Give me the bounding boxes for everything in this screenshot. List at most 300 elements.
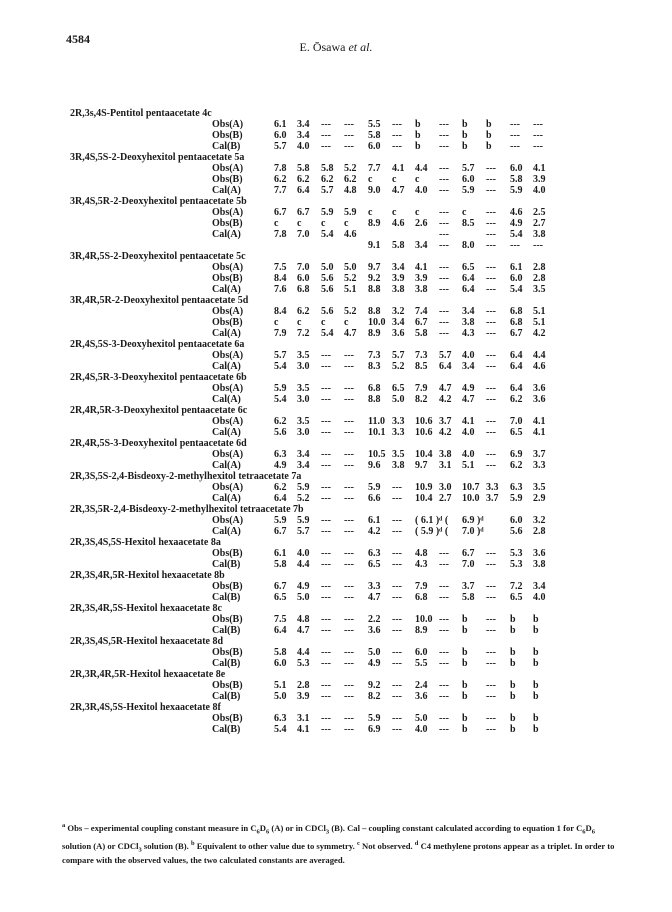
table-cell: 6.2 [321, 174, 334, 185]
table-row [70, 713, 640, 724]
table-cell: 6.7 [415, 317, 428, 328]
table-cell: --- [392, 625, 402, 636]
table-cell: 4.0 [533, 185, 546, 196]
table-cell: --- [392, 647, 402, 658]
table-cell: 4.1 [297, 724, 310, 735]
table-cell: --- [486, 647, 496, 658]
table-cell: 5.6 [321, 306, 334, 317]
compound-name: 3R,4S,5S-2-Deoxyhexitol pentaacetate 5a [70, 152, 245, 163]
table-cell: 3.4 [297, 460, 310, 471]
table-cell: 3.8 [439, 449, 452, 460]
row-label: Obs(A) [212, 515, 244, 526]
table-cell: 2.8 [533, 526, 546, 537]
table-cell: b [510, 680, 516, 691]
table-cell: 6.5 [462, 262, 475, 273]
table-cell: --- [344, 394, 354, 405]
table-row [70, 724, 640, 735]
table-cell: --- [321, 460, 331, 471]
table-cell: 6.2 [510, 460, 523, 471]
table-cell: 5.0 [297, 592, 310, 603]
table-cell: 10.5 [368, 449, 386, 460]
table-cell: 5.4 [510, 229, 523, 240]
table-cell: 5.8 [368, 130, 381, 141]
table-cell: 5.0 [392, 394, 405, 405]
table-cell: --- [344, 482, 354, 493]
table-cell: 7.9 [415, 581, 428, 592]
table-cell: b [462, 625, 468, 636]
table-cell: --- [439, 306, 449, 317]
table-cell: --- [439, 581, 449, 592]
table-cell: --- [344, 658, 354, 669]
row-label: Obs(A) [212, 119, 244, 130]
table-row [70, 218, 640, 229]
table-cell: 5.4 [510, 284, 523, 295]
table-cell: 6.2 [274, 416, 287, 427]
table-cell: b [462, 614, 468, 625]
table-cell: b [533, 647, 539, 658]
table-cell: 4.9 [510, 218, 523, 229]
table-row [70, 482, 640, 493]
table-cell: --- [392, 713, 402, 724]
table-cell: --- [486, 174, 496, 185]
table-row [70, 548, 640, 559]
table-cell: b [533, 691, 539, 702]
table-cell: 4.9 [297, 581, 310, 592]
table-cell: 5.3 [510, 559, 523, 570]
table-cell: 6.7 [274, 207, 287, 218]
table-cell: --- [486, 163, 496, 174]
table-cell: 4.8 [297, 614, 310, 625]
table-cell: 6.8 [415, 592, 428, 603]
compound-name: 2R,3S,5R-2,4-Bisdeoxy-2-methylhexitol tetraacetate 7b [70, 504, 304, 515]
table-cell: 5.9 [462, 185, 475, 196]
row-label: Obs(A) [212, 207, 244, 218]
row-label: Obs(B) [212, 174, 243, 185]
table-cell: b [462, 130, 468, 141]
table-cell: 5.1 [274, 680, 287, 691]
table-cell: 3.1 [297, 713, 310, 724]
table-cell: --- [439, 273, 449, 284]
table-cell: 4.0 [462, 427, 475, 438]
table-cell: --- [344, 350, 354, 361]
table-row [70, 284, 640, 295]
table-row [70, 273, 640, 284]
table-cell: 6.2 [297, 174, 310, 185]
table-row [70, 361, 640, 372]
table-cell: --- [533, 240, 543, 251]
table-cell: --- [486, 449, 496, 460]
table-cell: b [462, 691, 468, 702]
footnote-a-sub: 6 [582, 828, 586, 836]
table-cell: 3.9 [415, 273, 428, 284]
table-cell: 5.3 [510, 548, 523, 559]
table-cell: ( 6.1 )ᵈ ( [415, 515, 449, 526]
table-cell: 3.9 [533, 174, 546, 185]
table-row [70, 625, 640, 636]
table-cell: b [462, 680, 468, 691]
table-cell: 4.3 [462, 328, 475, 339]
table-cell: 5.7 [297, 526, 310, 537]
table-cell: 3.6 [533, 394, 546, 405]
table-cell: --- [486, 328, 496, 339]
row-label: Obs(A) [212, 163, 244, 174]
table-cell: 8.4 [274, 306, 287, 317]
compound-name: 2R,3S,4S,5R-Hexitol hexaacetate 8d [70, 636, 224, 647]
table-cell: 6.0 [510, 273, 523, 284]
table-cell: --- [392, 680, 402, 691]
table-cell: --- [486, 680, 496, 691]
row-label: Obs(A) [212, 416, 244, 427]
table-cell: 3.2 [392, 306, 405, 317]
table-cell: --- [486, 240, 496, 251]
table-cell: --- [344, 581, 354, 592]
table-cell: 3.3 [533, 460, 546, 471]
table-cell: --- [439, 207, 449, 218]
table-cell: 3.3 [392, 427, 405, 438]
table-cell: 6.9 [510, 449, 523, 460]
table-cell: --- [344, 614, 354, 625]
table-cell: --- [439, 647, 449, 658]
table-cell: b [533, 713, 539, 724]
page-number: 4584 [66, 32, 90, 46]
table-cell: 3.7 [486, 493, 499, 504]
table-cell: c [321, 317, 326, 328]
table-cell: b [462, 713, 468, 724]
table-cell: 5.0 [344, 262, 357, 273]
table-cell: b [462, 724, 468, 735]
table-cell: b [510, 658, 516, 669]
table-row [70, 581, 640, 592]
table-cell: --- [392, 592, 402, 603]
table-cell: --- [344, 427, 354, 438]
compound-name: 2R,3S,4R,5R-Hexitol hexaacetate 8b [70, 570, 225, 581]
row-label: Obs(B) [212, 647, 243, 658]
table-cell: 7.0 [297, 229, 310, 240]
table-cell: 4.6 [344, 229, 357, 240]
table-cell: 6.0 [297, 273, 310, 284]
table-cell: 5.0 [415, 713, 428, 724]
table-cell: 4.2 [533, 328, 546, 339]
table-cell: 5.1 [462, 460, 475, 471]
footnote-c-text: Not observed. [359, 840, 413, 851]
table-cell: 4.0 [462, 350, 475, 361]
table-cell: 5.5 [368, 119, 381, 130]
table-cell: --- [344, 526, 354, 537]
compound-name: 2R,4S,5S-3-Deoxyhexitol pentaacetate 6a [70, 339, 245, 350]
table-cell: 6.3 [274, 713, 287, 724]
table-cell: 6.7 [274, 581, 287, 592]
table-row [70, 174, 640, 185]
table-cell: 5.7 [462, 163, 475, 174]
table-cell: 7.4 [415, 306, 428, 317]
table-cell: 5.5 [415, 658, 428, 669]
table-cell: 4.0 [297, 141, 310, 152]
table-row [70, 207, 640, 218]
table-cell: --- [486, 185, 496, 196]
table-cell: 6.7 [462, 548, 475, 559]
table-cell: 6.5 [510, 427, 523, 438]
table-cell: --- [392, 691, 402, 702]
table-cell: --- [486, 416, 496, 427]
table-cell: --- [321, 713, 331, 724]
table-cell: --- [344, 493, 354, 504]
table-row [70, 658, 640, 669]
table-cell: 4.8 [415, 548, 428, 559]
table-cell: 5.8 [297, 163, 310, 174]
table-row [70, 614, 640, 625]
table-cell: --- [392, 515, 402, 526]
table-cell: 7.0 [297, 262, 310, 273]
compound-name: 3R,4S,5R-2-Deoxyhexitol pentaacetate 5b [70, 196, 247, 207]
table-cell: --- [439, 119, 449, 130]
table-cell: 8.5 [462, 218, 475, 229]
table-cell: 4.9 [368, 658, 381, 669]
table-cell: 10.4 [415, 493, 433, 504]
row-label: Obs(A) [212, 449, 244, 460]
table-cell: 4.0 [415, 724, 428, 735]
table-cell: 9.1 [368, 240, 381, 251]
table-cell: --- [321, 130, 331, 141]
table-cell: --- [321, 493, 331, 504]
table-row [70, 130, 640, 141]
table-cell: 4.8 [344, 185, 357, 196]
table-cell: 4.9 [462, 383, 475, 394]
table-cell: 10.6 [415, 427, 433, 438]
table-cell: 2.2 [368, 614, 381, 625]
table-cell: 9.2 [368, 273, 381, 284]
table-cell: 2.8 [297, 680, 310, 691]
footnote-a-sub: 6 [256, 828, 260, 836]
table-cell: --- [439, 713, 449, 724]
table-cell: 6.4 [510, 361, 523, 372]
table-cell: 7.7 [368, 163, 381, 174]
table-cell: 6.4 [439, 361, 452, 372]
footnote-a-text-3: (B). Cal – coupling constant calculated according to equation 1 for C [329, 822, 583, 833]
table-cell: --- [486, 427, 496, 438]
table-cell: 6.1 [368, 515, 381, 526]
table-cell: --- [486, 581, 496, 592]
table-cell: --- [321, 383, 331, 394]
table-cell: 7.9 [415, 383, 428, 394]
coupling-constant-table [70, 108, 640, 735]
table-cell: 6.5 [274, 592, 287, 603]
running-head-etal: et al. [345, 40, 373, 54]
table-cell: 5.9 [510, 185, 523, 196]
table-cell: 4.9 [274, 460, 287, 471]
table-cell: 6.1 [274, 548, 287, 559]
table-cell: --- [344, 647, 354, 658]
row-label: Obs(A) [212, 482, 244, 493]
table-cell: --- [321, 394, 331, 405]
row-label: Cal(B) [212, 724, 241, 735]
table-cell: --- [439, 328, 449, 339]
row-label: Cal(B) [212, 658, 241, 669]
table-cell: 6.4 [510, 350, 523, 361]
table-cell: 4.3 [415, 559, 428, 570]
table-cell: 3.6 [392, 328, 405, 339]
table-cell: 5.9 [274, 515, 287, 526]
table-cell: 6.1 [274, 119, 287, 130]
table-cell: 6.9 )ᵈ [462, 515, 484, 526]
table-row [70, 185, 640, 196]
row-label: Cal(A) [212, 526, 241, 537]
table-cell: b [462, 647, 468, 658]
table-cell: --- [392, 559, 402, 570]
table-cell: c [274, 218, 279, 229]
table-cell: 3.4 [462, 306, 475, 317]
table-cell: 6.8 [510, 317, 523, 328]
table-cell: 3.5 [533, 482, 546, 493]
table-cell: 5.7 [274, 141, 287, 152]
table-cell: 7.3 [368, 350, 381, 361]
footnote-b-mark: b [190, 839, 195, 847]
table-cell: --- [510, 119, 520, 130]
table-row [70, 350, 640, 361]
row-label: Cal(B) [212, 559, 241, 570]
table-cell: 7.3 [415, 350, 428, 361]
table-cell: --- [486, 614, 496, 625]
row-label: Obs(B) [212, 130, 243, 141]
table-cell: 3.0 [297, 361, 310, 372]
table-cell: --- [486, 218, 496, 229]
row-label: Cal(A) [212, 394, 241, 405]
table-row [70, 383, 640, 394]
table-cell: 5.7 [321, 185, 334, 196]
footnote-a-text-4: solution (A) or CDCl [62, 840, 139, 851]
table-cell: --- [439, 141, 449, 152]
table-cell: 6.0 [415, 647, 428, 658]
table-cell: 7.0 [510, 416, 523, 427]
table-cell: 5.6 [321, 284, 334, 295]
table-cell: b [462, 119, 468, 130]
table-cell: 9.7 [368, 262, 381, 273]
table-cell: b [486, 119, 492, 130]
table-cell: 6.4 [462, 284, 475, 295]
table-cell: c [274, 317, 279, 328]
table-cell: 4.7 [462, 394, 475, 405]
table-cell: --- [486, 592, 496, 603]
compound-name: 2R,3S,4R,5S-Hexitol hexaacetate 8c [70, 603, 222, 614]
table-cell: c [415, 207, 420, 218]
table-cell: 5.7 [392, 350, 405, 361]
table-row [70, 515, 640, 526]
table-cell: 10.6 [415, 416, 433, 427]
table-cell: 4.4 [533, 350, 546, 361]
table-cell: --- [344, 515, 354, 526]
table-row [70, 647, 640, 658]
table-cell: 3.6 [368, 625, 381, 636]
table-cell: --- [486, 284, 496, 295]
table-cell: --- [439, 548, 449, 559]
footnote-a-sub: 6 [591, 828, 596, 836]
table-cell: 6.3 [274, 449, 287, 460]
table-cell: --- [321, 449, 331, 460]
table-cell: 3.8 [392, 284, 405, 295]
table-cell: 3.2 [533, 515, 546, 526]
table-cell: 9.7 [415, 460, 428, 471]
table-cell: c [297, 218, 302, 229]
table-cell: 6.5 [392, 383, 405, 394]
table-cell: --- [439, 680, 449, 691]
table-cell: 6.4 [274, 493, 287, 504]
table-cell: --- [439, 262, 449, 273]
table-cell: b [510, 724, 516, 735]
compound-name: 2R,3R,4S,5S-Hexitol hexaacetate 8f [70, 702, 221, 713]
table-cell: 6.2 [297, 306, 310, 317]
table-row [70, 691, 640, 702]
table-row [70, 526, 640, 537]
table-cell: c [368, 174, 373, 185]
table-cell: --- [392, 724, 402, 735]
table-cell: 6.8 [510, 306, 523, 317]
table-cell: --- [486, 548, 496, 559]
table-cell: 6.4 [510, 383, 523, 394]
table-cell: 4.4 [415, 163, 428, 174]
table-cell: b [415, 141, 421, 152]
table-cell: 6.1 [510, 262, 523, 273]
row-label: Obs(A) [212, 306, 244, 317]
table-cell: --- [344, 130, 354, 141]
table-cell: b [510, 713, 516, 724]
table-cell: --- [510, 130, 520, 141]
table-row [70, 394, 640, 405]
table-cell: --- [321, 691, 331, 702]
table-cell: 6.0 [368, 141, 381, 152]
table-cell: 3.4 [297, 449, 310, 460]
table-row [70, 449, 640, 460]
table-cell: 4.4 [297, 559, 310, 570]
table-cell: 6.3 [368, 548, 381, 559]
footnote-a-mark: a [62, 822, 66, 829]
table-cell: 10.0 [368, 317, 386, 328]
table-cell: --- [439, 218, 449, 229]
table-cell: 3.5 [392, 449, 405, 460]
table-cell: 10.1 [368, 427, 386, 438]
table-cell: 5.3 [297, 658, 310, 669]
table-cell: 6.8 [368, 383, 381, 394]
table-cell: 5.0 [274, 691, 287, 702]
compound-name: 2R,3R,4R,5R-Hexitol hexaacetate 8e [70, 669, 226, 680]
table-cell: 6.2 [274, 482, 287, 493]
table-cell: 9.0 [368, 185, 381, 196]
table-cell: 5.8 [274, 559, 287, 570]
row-label: Cal(A) [212, 493, 241, 504]
table-cell: 2.8 [533, 273, 546, 284]
table-cell: b [415, 130, 421, 141]
table-cell: 7.2 [510, 581, 523, 592]
table-cell: --- [533, 141, 543, 152]
table-cell: --- [392, 658, 402, 669]
table-row [70, 119, 640, 130]
table-cell: --- [439, 559, 449, 570]
table-cell: 7.6 [274, 284, 287, 295]
table-row [70, 229, 640, 240]
table-cell: 6.7 [510, 328, 523, 339]
table-cell: 3.4 [392, 262, 405, 273]
table-cell: 6.4 [274, 625, 287, 636]
table-cell: 3.8 [415, 284, 428, 295]
compound-name: 3R,4R,5S-2-Deoxyhexitol pentaacetate 5c [70, 251, 246, 262]
compound-name: 2R,3s,4S-Pentitol pentaacetate 4c [70, 108, 212, 119]
table-row [70, 559, 640, 570]
table-cell: 6.5 [510, 592, 523, 603]
table-cell: --- [321, 141, 331, 152]
table-row [70, 240, 640, 251]
table-cell: b [486, 141, 492, 152]
table-cell: 5.2 [297, 493, 310, 504]
table-cell: --- [344, 680, 354, 691]
compound-name: 3R,4R,5R-2-Deoxyhexitol pentaacetate 5d [70, 295, 249, 306]
